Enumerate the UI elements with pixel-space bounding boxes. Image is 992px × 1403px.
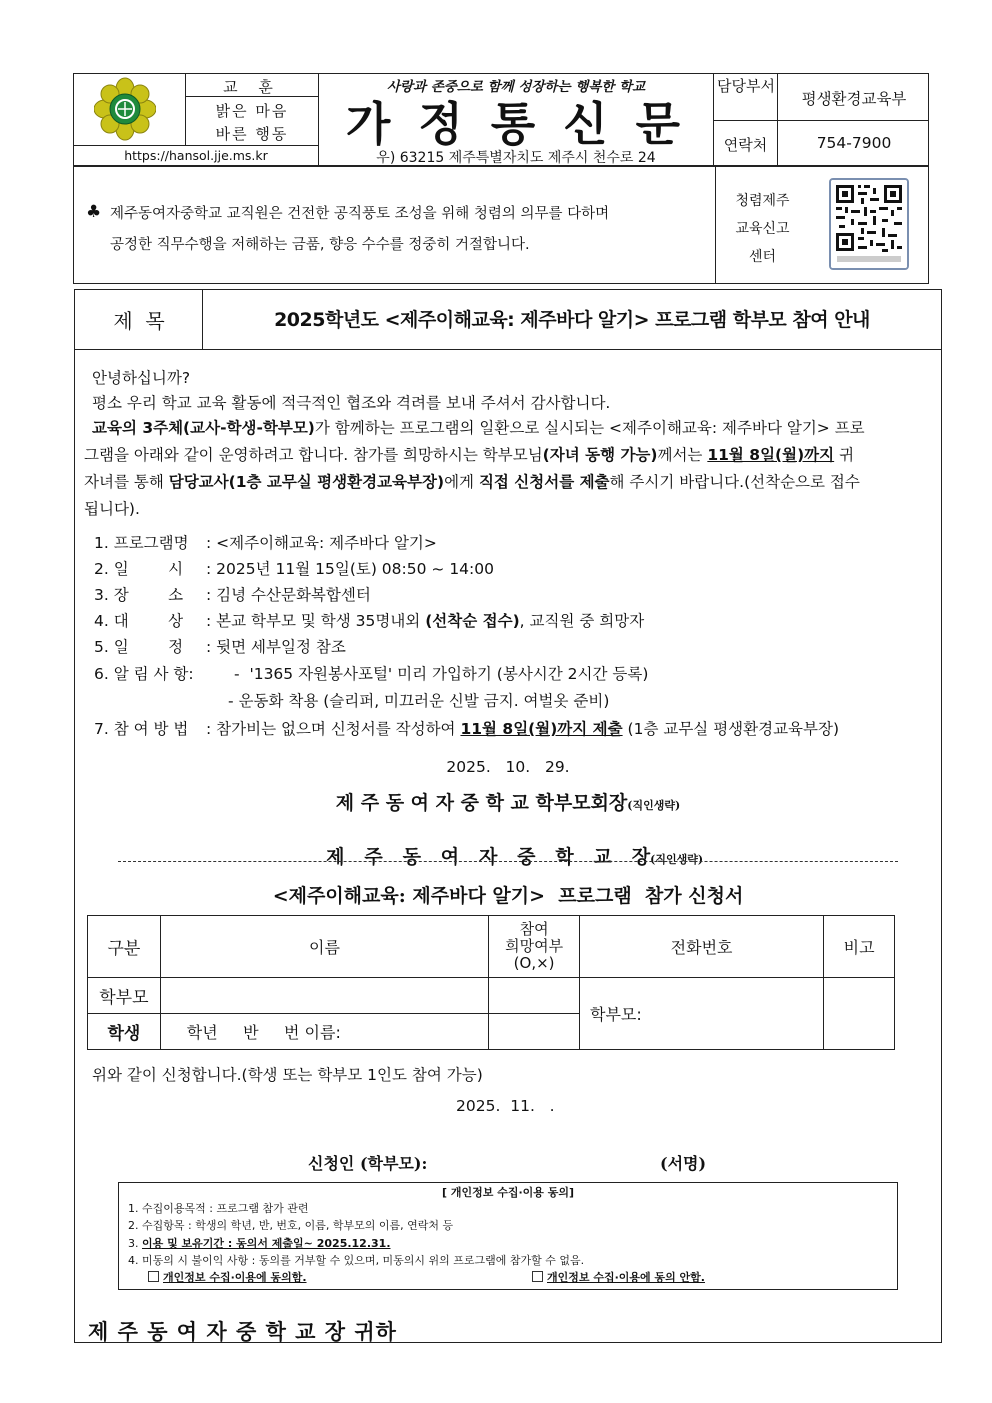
slogan: 사랑과 존중으로 함께 성장하는 행복한 학교 (386, 79, 646, 95)
form-title: <제주이해교육: 제주바다 알기> 프로그램 참가 신청서 (272, 885, 744, 907)
signature-label[interactable]: (서명) (660, 1154, 707, 1173)
school-website[interactable]: https://hansol.jje.ms.kr (124, 148, 268, 163)
consent-line3: 3. 이용 및 보유기간 : 동의서 제출일~ 2025.12.31. (128, 1237, 391, 1250)
application-table (87, 915, 895, 1050)
dept-label: 담당부서 (717, 77, 775, 95)
notice-line1: 제주동여자중학교 교직원은 건전한 공직풍토 조성을 위해 청렴의 의무를 다하며 (110, 206, 610, 222)
school-logo (94, 77, 156, 141)
parent-name-field[interactable] (160, 978, 488, 1014)
col-note: 비고 (824, 916, 895, 978)
item-place: 3. 장 소 : 김녕 수산문화복합센터 (94, 586, 371, 604)
consent-line1: 1. 수집이용목적 : 프로그램 참가 관련 (128, 1202, 309, 1215)
signoff-line2: 제 주 동 여 자 중 학 교 장(직인생략) (326, 846, 704, 868)
consent-line4: 4. 미동의 시 불이익 사항 : 동의를 거부할 수 있으며, 미동의시 위의 프로그램에 참가할 수 없음. (128, 1254, 585, 1267)
item-method: 7. 참 여 방 법 : 참가비는 없으며 신청서를 작성하여 11월 8일(월)까지 제출 (1층 교무실 평생환경교육부장) (94, 720, 840, 738)
thanks: 평소 우리 학교 교육 활동에 적극적인 협조와 격려를 보내 주셔서 감사합니다. (92, 394, 611, 412)
dept-value: 평생환경교육부 (801, 90, 907, 108)
item-notice: 6. 알 림 사 항: - '1365 자원봉사포털' 미리 가입하기 (봉사시간 2시간 등록) (94, 665, 649, 683)
form-date: 2025. 11. . (456, 1097, 555, 1115)
col-name: 이름 (160, 916, 488, 978)
motto-line1: 밝은 마음 (215, 102, 289, 120)
bold-phrase: 교육의 3주체(교사-학생-학부모) (92, 419, 315, 437)
subject-title: 2025학년도 <제주이해교육: 제주바다 알기> 프로그램 학부모 참여 안내 (274, 309, 870, 331)
student-name-field[interactable]: 학년 반 번 이름: (160, 1014, 488, 1050)
page-title: 가 정 통 신 문 (345, 97, 687, 151)
parent-join-field[interactable] (489, 978, 580, 1014)
item-program: 1. 프로그램명 : <제주이해교육: 제주바다 알기> (94, 534, 437, 552)
item-notice-2: - 운동화 착용 (슬리퍼, 미끄러운 신발 금지. 여벌옷 준비) (228, 692, 610, 710)
phone-field[interactable]: 학부모: (580, 978, 824, 1050)
col-category: 구분 (88, 916, 161, 978)
col-phone: 전화번호 (580, 916, 824, 978)
report-center-l3: 센터 (748, 249, 777, 265)
form-confirm: 위와 같이 신청합니다.(학생 또는 학부모 1인도 참여 가능) (92, 1066, 483, 1084)
applicant-label: 신청인 (학부모): (308, 1154, 428, 1173)
disagree-checkbox[interactable] (532, 1271, 543, 1282)
motto-line2: 바른 행동 (215, 125, 289, 143)
notice-line2: 공정한 직무수행을 저해하는 금품, 향응 수수를 정중히 거절합니다. (110, 237, 530, 253)
report-center-l1: 청렴제주 (735, 193, 790, 209)
school-address: 우) 63215 제주특별자치도 제주시 천수로 24 (376, 150, 656, 166)
report-center-l2: 교육신고 (735, 221, 790, 237)
agree-checkbox[interactable] (148, 1271, 159, 1282)
issue-date: 2025. 10. 29. (446, 758, 570, 776)
consent-line2: 2. 수집항목 : 학생의 학년, 반, 번호, 이름, 학부모의 이름, 연락처 등 (128, 1219, 454, 1232)
consent-disagree-option[interactable]: 개인정보 수집·이용에 동의 안함. (532, 1271, 705, 1286)
signoff-line1: 제 주 동 여 자 중 학 교 학부모회장(직인생략) (335, 792, 681, 814)
contact-label: 연락처 (723, 136, 768, 154)
contact-value: 754-7900 (816, 134, 892, 152)
row-parent-label: 학부모 (88, 978, 161, 1014)
motto-label: 교 훈 (223, 78, 281, 96)
row-student-label: 학생 (88, 1014, 161, 1050)
addressee: 제 주 동 여 자 중 학 교 장 귀하 (88, 1319, 397, 1344)
note-field[interactable] (824, 978, 895, 1050)
subject-label: 제 목 (113, 309, 165, 333)
item-time: 2. 일 시 : 2025년 11월 15일(토) 08:50 ~ 14:00 (94, 560, 494, 578)
cut-line (118, 861, 898, 862)
consent-agree-option[interactable]: 개인정보 수집·이용에 동의함. (148, 1271, 307, 1286)
item-schedule: 5. 일 정 : 뒷면 세부일정 참조 (94, 638, 346, 656)
student-join-field[interactable] (489, 1014, 580, 1050)
qr-code-icon[interactable] (829, 178, 909, 270)
col-join: 참여 희망여부 (O,×) (489, 916, 580, 978)
greeting: 안녕하십니까? (92, 369, 191, 387)
consent-title: [ 개인정보 수집·이용 동의] (442, 1186, 574, 1199)
notice-symbol: ♣ (86, 202, 102, 222)
item-target: 4. 대 상 : 본교 학부모 및 학생 35명내외 (선착순 접수), 교직원 중 희망자 (94, 612, 645, 630)
body-paragraph: 교육의 3주체(교사-학생-학부모)가 함께하는 프로그램의 일환으로 실시되는 <제주이해교육: 제주바다 알기> 프로 그램을 아래와 같이 운영하려고 합니다. 참가를 희망하시는 학부모님(자녀 동행 가능)께서는 11월 8일(월)까지 귀 자녀를 통해 담당교사(1층 교무실 평생환경교육부장)에게 직접 신청서를 제출해 주시기 바랍니다.(선착순으로 접수 됩니다). (84, 419, 865, 518)
